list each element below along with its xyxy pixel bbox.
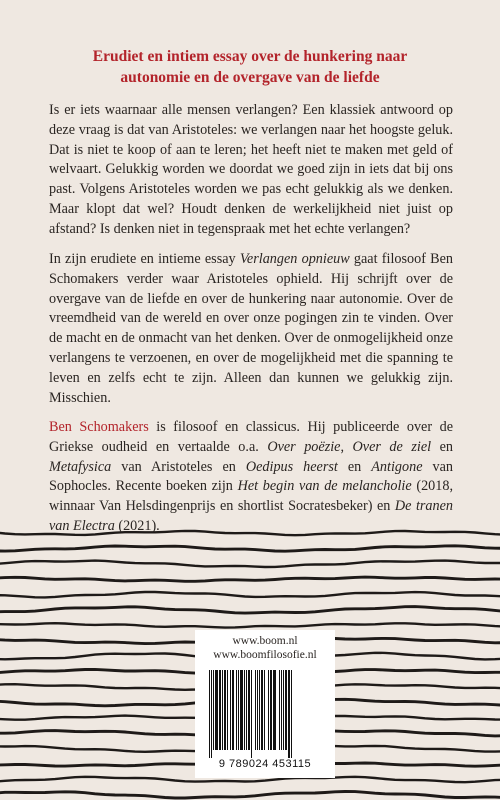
decorative-line: [0, 623, 500, 627]
decorative-line: [0, 561, 500, 567]
summary-text-1: In zijn erudiete en intieme essay: [49, 251, 240, 267]
paragraph-summary: [49, 250, 453, 408]
work-title: Antigone: [371, 458, 423, 475]
bio-text: (2018, winnaar Van Helsdingenprijs en shortlist Socratesbeker) en: [49, 478, 453, 515]
book-title: Verlangen opnieuw: [239, 251, 350, 267]
bio-text: van Aristoteles en: [111, 458, 246, 475]
barcode-icon: [209, 670, 321, 758]
publisher-url-philosophy: www.boomfilosofie.nl: [213, 649, 317, 661]
decorative-line: [0, 577, 500, 581]
decorative-line: [0, 792, 500, 799]
barcode-panel: [195, 630, 335, 778]
bio-text: ,: [340, 438, 353, 455]
bio-text: en: [431, 438, 453, 455]
publisher-url: www.boom.nl: [232, 635, 298, 647]
work-title: Over de ziel: [352, 438, 432, 455]
work-title: Oedipus heerst: [245, 458, 338, 475]
paragraph-intro: Is er iets waarnaar alle mensen verlangen? Een klassiek antwoord op deze vraag is dat van Aristoteles: we verlangen naar het hoogste geluk. Dat is niet te koop of aan te leren; het heeft niet te maken met geld of welvaart. Gelukkig worden we doordat we goed zijn in iets dat bij ons past. Volgens Aristoteles worden we pas echt gelukkig als we denken. Maar klopt dat wel? Houdt denken de werkelijkheid niet juist op afstand? Is denken niet in tegenspraak met het echte verlangen?: [49, 102, 453, 237]
summary-text-2: gaat filosoof Ben Schomakers verder waar Aristoteles ophield. Hij schrijft over de overgave van de liefde en over de hunkering naar autonomie. Over de vreemdheid van de wereld en over onze pogingen zin te vinden. Over de macht en de onmacht van het denken. Over de onmogelijkheid onze verlangens te verzoenen, en over de mogelijkheid met die spanning te leven en zelfs echt te zijn. Alleen dan kunnen we gelukkig zijn. Misschien.: [49, 251, 453, 406]
bio-text: (2021).: [114, 517, 160, 534]
barcode-bar: [291, 670, 292, 758]
decorative-line: [0, 607, 500, 614]
work-title: De tranen van Electra: [49, 498, 453, 534]
decorative-line: [0, 531, 500, 535]
tagline-line-2: autonomie en de overgave van de liefde: [120, 69, 380, 86]
bio-text: en: [337, 458, 372, 475]
author-bio: [49, 418, 453, 537]
decorative-line: [0, 546, 500, 551]
author-name: Ben Schomakers: [49, 419, 149, 435]
isbn-number: 9 789024 453115: [218, 758, 312, 770]
work-title: Metafysica: [49, 458, 112, 475]
tagline-line-1: Erudiet en intiem essay over de hunkering naar: [92, 48, 408, 65]
work-title: Het begin van de melancholie: [237, 478, 412, 495]
tagline: [40, 46, 460, 88]
bio-text: is filosoof en classicus. Hij publiceerde over de Griekse oudheid en vertaalde o.a.: [49, 419, 453, 455]
work-title: Over poëzie: [267, 438, 341, 455]
bio-text: van Sophocles. Recente boeken zijn: [49, 458, 453, 495]
decorative-line: [0, 592, 500, 597]
